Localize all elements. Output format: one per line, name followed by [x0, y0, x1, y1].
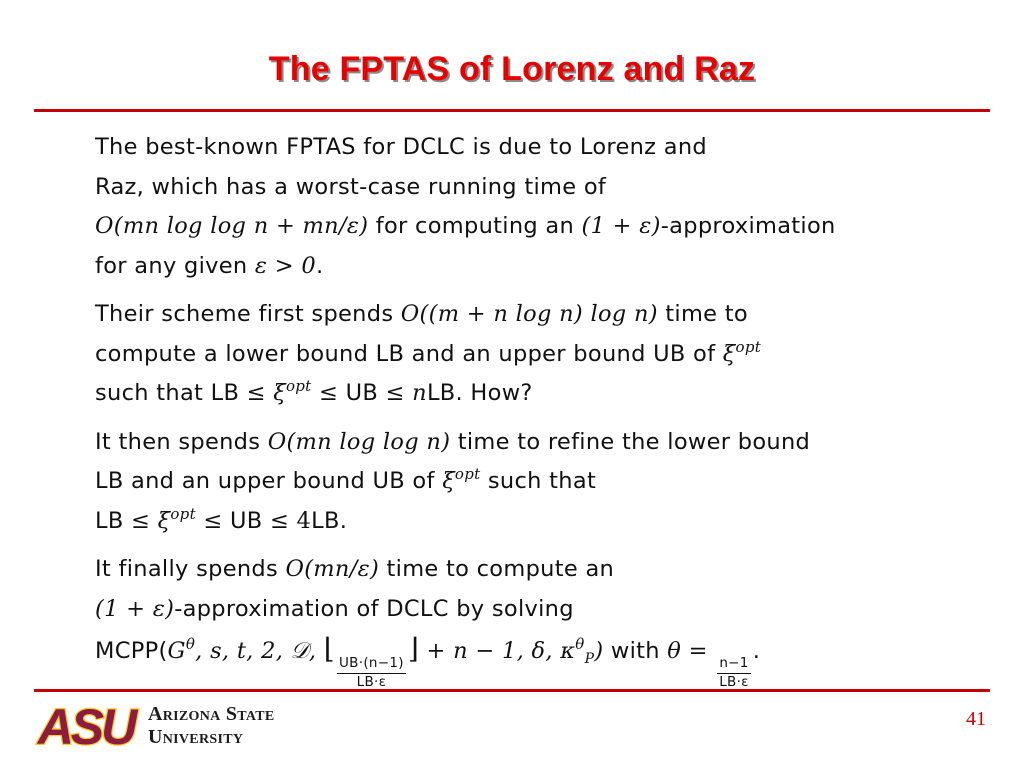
- text-run: Their scheme first spends: [95, 301, 401, 327]
- title-divider: [34, 109, 990, 112]
- slide-number: 41: [966, 708, 986, 730]
- footer-divider: [34, 689, 990, 692]
- text-line: Raz, which has a worst-case running time of: [95, 173, 607, 200]
- paragraph-1: [95, 128, 935, 286]
- complexity-formula: O(mn/ε): [285, 556, 380, 582]
- text-run: for any given: [95, 252, 255, 279]
- text-line: The best-known FPTAS for DCLC is due to Lorenz and: [95, 134, 707, 160]
- text-line: [95, 629, 935, 689]
- text-run: such that: [480, 468, 597, 494]
- text-line: [95, 462, 935, 502]
- leq-symbol: ≤: [131, 507, 158, 534]
- floor-open-symbol: ⌊: [323, 632, 335, 665]
- epsilon-condition: ε > 0: [254, 252, 316, 279]
- text-line: [95, 502, 935, 542]
- fraction-denominator: LB·ε: [356, 673, 387, 690]
- leq-symbol: ≤: [203, 507, 223, 534]
- text-run: MCPP(: [95, 638, 168, 664]
- text-run: UB: [338, 380, 386, 406]
- text-run: such that LB: [95, 380, 247, 406]
- fraction-theta: [717, 657, 751, 689]
- text-run: time to compute an: [379, 556, 615, 582]
- text-run: for computing an: [368, 213, 582, 239]
- text-line: [95, 295, 935, 335]
- theta-equals: θ =: [667, 638, 716, 664]
- xi-opt-symbol: $\xi^{opt}$: [157, 504, 196, 534]
- paragraph-2: [95, 295, 935, 414]
- text-line: [95, 423, 935, 463]
- approx-factor: (1 + ε): [581, 213, 661, 239]
- text-run: LB. How?: [426, 380, 533, 406]
- text-run: -approximation: [660, 213, 836, 239]
- text-run: LB: [95, 507, 132, 534]
- mcpp-arguments: + n − 1, δ, $\kappa^\theta_P$): [419, 635, 604, 667]
- leq-symbol: ≤: [246, 380, 274, 406]
- text-run: UB: [222, 507, 270, 534]
- text-run: with: [603, 638, 668, 664]
- text-run: .: [752, 638, 761, 664]
- mcpp-arguments: $G^\theta$, s, t, 2, 𝒟,: [167, 635, 324, 664]
- text-run: compute a lower bound LB and an upper bound UB of: [95, 340, 723, 367]
- complexity-formula: O(mn log log n + mn/ε): [95, 213, 369, 239]
- complexity-formula: O(mn log log n): [267, 428, 451, 455]
- approx-factor: (1 + ε): [95, 595, 175, 622]
- asu-logo: [30, 700, 142, 750]
- text-line: [95, 374, 935, 414]
- university-line-1: Arizona State: [148, 703, 275, 725]
- leq-symbol: ≤ 4: [269, 507, 312, 534]
- complexity-formula: O((m + n log n) log n): [400, 301, 658, 327]
- text-run: .: [315, 252, 324, 279]
- university-line-2: University: [148, 726, 244, 748]
- paragraph-4: [95, 550, 935, 689]
- text-run: -approximation of DCLC by solving: [174, 595, 574, 622]
- slide-title: The FPTAS of Lorenz and Raz: [268, 50, 756, 88]
- text-run: time to refine the lower bound: [450, 428, 811, 455]
- xi-opt-symbol: $\xi^{opt}$: [442, 465, 481, 494]
- paragraph-3: [95, 423, 935, 542]
- xi-opt-symbol: $\xi^{opt}$: [722, 337, 762, 367]
- text-line: [95, 550, 935, 590]
- text-run: It finally spends: [95, 556, 286, 582]
- text-run: It then spends: [95, 428, 268, 455]
- text-line: [95, 207, 935, 247]
- fraction-denominator: LB·ε: [719, 673, 749, 690]
- text-line: [95, 247, 935, 287]
- fraction-ub: [337, 657, 406, 689]
- n-symbol: n: [412, 380, 427, 406]
- leq-symbol: ≤: [385, 380, 413, 406]
- leq-symbol: ≤: [318, 380, 339, 406]
- text-run: time to: [657, 301, 748, 327]
- fraction-numerator: n−1: [717, 657, 750, 674]
- fraction-numerator: UB·(n−1): [337, 657, 406, 674]
- text-line: [95, 335, 935, 375]
- university-wordmark: [148, 703, 368, 749]
- asu-logo-text: ASU: [37, 700, 135, 750]
- text-run: LB and an upper bound UB of: [95, 468, 443, 494]
- text-line: [95, 590, 935, 630]
- slide-body: [95, 128, 935, 698]
- xi-opt-symbol: $\xi^{opt}$: [273, 377, 312, 406]
- floor-close-symbol: ⌋: [407, 632, 420, 665]
- text-run: LB.: [311, 507, 348, 534]
